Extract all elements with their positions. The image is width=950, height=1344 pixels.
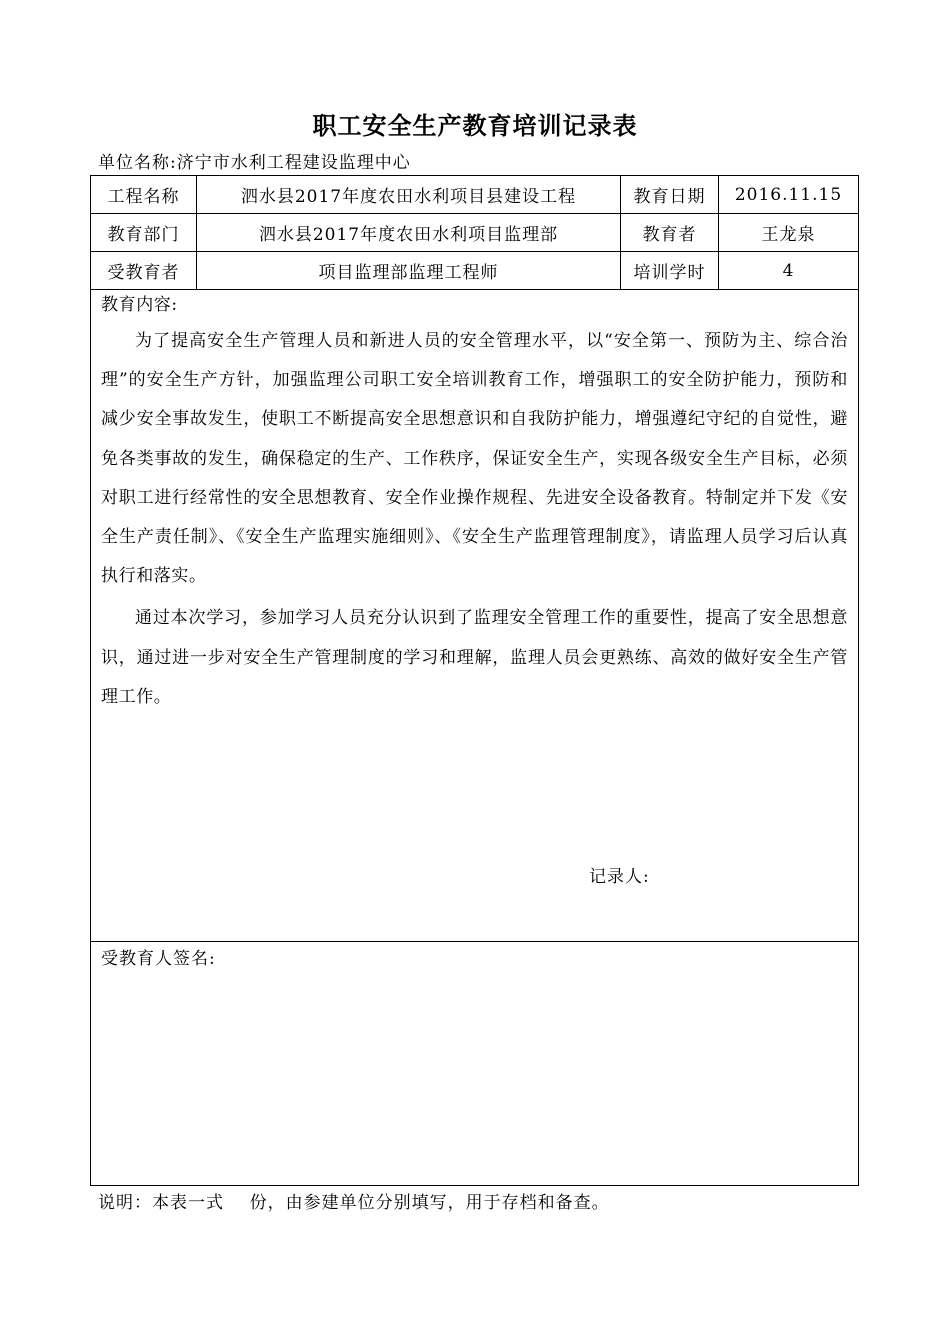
recorder-label: 记录人:: [589, 867, 650, 887]
record-table: [90, 175, 859, 1186]
signature-label: 受教育人签名:: [101, 949, 216, 969]
content-paragraph-1: 为了提高安全生产管理人员和新进人员的安全管理水平，以“安全第一、预防为主、综合治理”的安全生产方针，加强监理公司职工安全培训教育工作，增强职工的安全防护能力，预防和减少安全事故发生，使职工不断提高安全思想意识和自我防护能力，增强遵纪守纪的自觉性，避免各类事故的发生，确保稳定的生产、工作秩序，保证安全生产，实现各级安全生产目标，必须对职工进行经常性的安全思想教育、安全作业操作规程、先进安全设备教育。特制定并下发《安全生产责任制》、《安全生产监理实施细则》、《安全生产监理管理制度》，请监理人员学习后认真执行和落实。: [101, 331, 848, 587]
hours-label: 培训学时: [621, 252, 719, 290]
project-label: 工程名称: [91, 176, 197, 214]
table-row: [91, 176, 859, 214]
content-paragraph-2: 通过本次学习，参加学习人员充分认识到了监理安全管理工作的重要性，提高了安全思想意识，通过进一步对安全生产管理制度的学习和理解，监理人员会更熟练、高效的做好安全生产管理工作。: [101, 608, 848, 707]
unit-value: 济宁市水利工程建设监理中心: [176, 153, 411, 173]
footnote: 说明：本表一式 份，由参建单位分别填写，用于存档和备查。: [98, 1193, 610, 1213]
dept-value: 泗水县2017年度农田水利项目监理部: [197, 214, 621, 252]
document-title: 职工安全生产教育培训记录表: [312, 112, 638, 140]
hours-value: 4: [719, 252, 859, 290]
date-value: 2016.11.15: [719, 176, 859, 214]
date-label: 教育日期: [621, 176, 719, 214]
table-row: [91, 214, 859, 252]
project-value: 泗水县2017年度农田水利项目县建设工程: [197, 176, 621, 214]
educator-value: 王龙泉: [719, 214, 859, 252]
trainee-value: 项目监理部监理工程师: [197, 252, 621, 290]
signature-row: [91, 942, 859, 1186]
content-label: 教育内容:: [101, 295, 178, 315]
table-row: [91, 252, 859, 290]
content-cell: [91, 290, 859, 942]
unit-label: 单位名称:: [98, 153, 177, 173]
unit-line: [98, 148, 411, 173]
content-row: [91, 290, 859, 942]
educator-label: 教育者: [621, 214, 719, 252]
signature-cell: [91, 942, 859, 1186]
dept-label: 教育部门: [91, 214, 197, 252]
trainee-label: 受教育者: [91, 252, 197, 290]
